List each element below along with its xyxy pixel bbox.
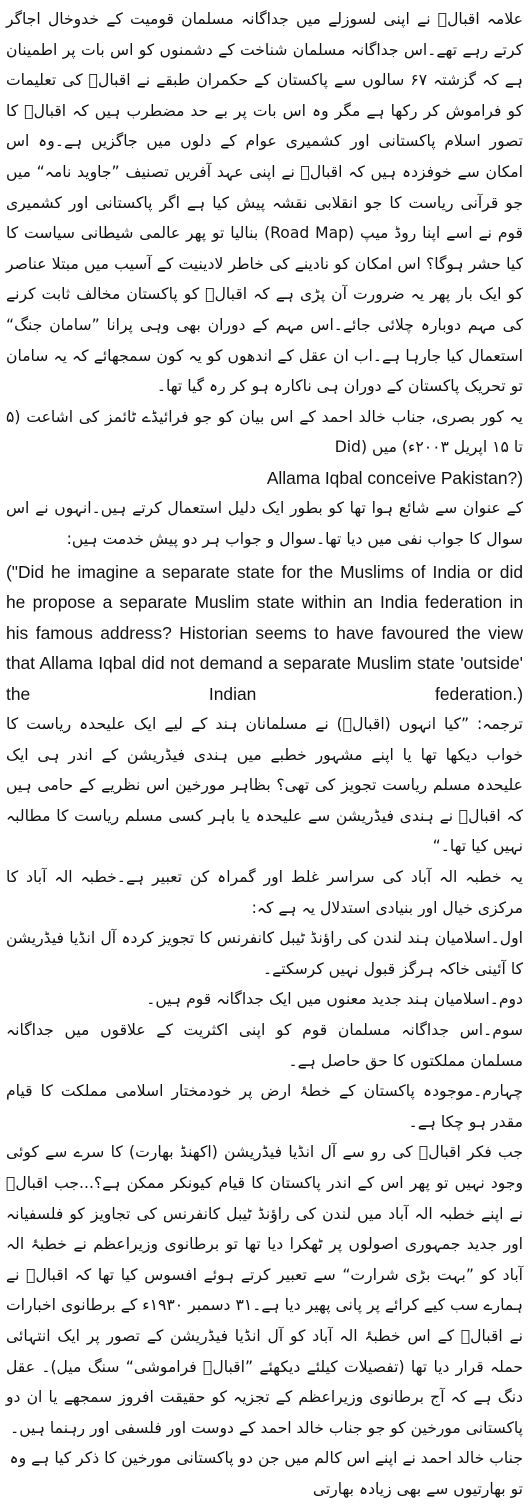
english-quote-line-last: the Indian federation.) xyxy=(6,683,523,704)
point-first: اول۔اسلامیان ہند لندن کی راؤنڈ ٹیبل کانفرنس کا تجویز کردہ آل انڈیا فیڈریشن کا آئینی خاکہ ہرگز قبول نہیں کرسکتے۔ xyxy=(6,929,523,978)
paragraph-intro: علامہ اقبالؒ نے اپنی لسوزلے میں جداگانہ مسلمان قومیت کے خدوخال اجاگر کرتے رہے تھے۔اس جداگانہ مسلمان شناخت کے دشمنوں کو اس بات پر اطمینان ہے کہ گزشتہ ۶۷ سالوں سے پاکستان کے حکمران طبقے نے اقبالؒ کی تعلیمات کو فراموش کر رکھا ہے مگر وہ اس بات پر بے حد مضطرب ہیں کہ اقبالؒ کا تصور اسلام پاکستانی اور کشمیری عوام کے دلوں میں جاگزیں ہے۔وہ اس امکان سے خوفزدہ ہیں کہ اقبالؒ نے اپنی عہد آفریں تصنیف ”جاوید نامہ“ میں جو قرآنی ریاست کا جو انقلابی نقشہ پیش کیا ہے اگر پاکستانی اور کشمیری قوم نے اسے اپنا روڈ میپ (Road Map) بنالیا تو پھر عالمی شیطانی سیاست کا کیا حشر ہوگا؟ اس امکان کو نادینے کی خاطر لادینیت کے آسیب میں مبتلا عناصر کو ایک بار پھر یہ ضرورت آن پڑی ہے کہ اقبالؒ کو پاکستان مخالف ثابت کرنے کی مہم دوبارہ چلائی جائے۔اس مہم کے دوران بھی وہی پرانا ”سامان جنگ“ استعمال کیا جارہا ہے۔اب ان عقل کے اندھوں کو یہ کون سمجھائے کہ یہ سامان تو تحریک پاکستان کے دوران ہی ناکارہ ہو کر رہ گیا تھا۔ xyxy=(6,10,523,396)
english-quote-line: ("Did he imagine a separate state for the Muslims of India or did xyxy=(6,561,523,582)
english-article-title: Allama Iqbal conceive Pakistan?) xyxy=(266,467,523,488)
english-quote-line: his famous address? Historian seems to have favoured the view xyxy=(6,622,523,643)
paragraph-closing: جناب خالد احمد نے اپنے اس کالم میں جن دو پاکستانی مورخین کا ذکر کیا ہے وہ تو بھارتیوں سے بھی زیادہ بھارتی xyxy=(9,1449,523,1498)
paragraph-translation: ترجمہ: ”کیا انہوں (اقبالؒ) نے مسلمانان ہند کے لیے ایک علیحدہ ریاست کا خواب دیکھا تھا یا اپنے مشہور خطبے میں ہندی فیڈریشن کے اندر ہی ایک علیحدہ مسلم ریاست تجویز کی تھی؟ بظاہر مورخین اس نظریے کے حامی ہیں کہ اقبالؒ نے ہندی فیڈریشن سے علیحدہ یا باہر کسی مسلم ریاست کا مطالبہ نہیں کیا تھا۔“ xyxy=(6,715,523,856)
paragraph-source-reference: یہ کور بصری، جناب خالد احمد کے اس بیان کو جو فرائیڈے ٹائمز کی اشاعت (۵ تا ۱۵ اپریل ۲۰۰۳ء) میں (Did xyxy=(6,407,523,457)
point-third: سوم۔اس جداگانہ مسلمان قوم کو اپنی اکثریت کے علاقوں میں جداگانہ مسلمان مملکتوں کا حق حاصل ہے۔ xyxy=(6,1021,523,1070)
paragraph-federation-argument: جب فکر اقبالؒ کی رو سے آل انڈیا فیڈریشن (اکھنڈ بھارت) کا سرے سے کوئی وجود نہیں تو پھر اس کے اندر پاکستان کا قیام کیونکر ممکن ہے؟...جب اقبالؒ نے اپنے خطبہ الہ آباد میں لندن کی راؤنڈ ٹیبل کانفرنس کی تجاویز کو فلسفیانہ اور جدید جمہوری اصولوں پر ٹھکرا دیا تھا تو برطانوی وزیراعظم نے خطبۂ الہ آباد کو ”بہت بڑی شرارت“ سے تعبیر کرتے ہوئے افسوس کیا تھا کہ اقبالؒ نے ہمارے سب کیے کرائے پر پانی پھیر دیا ہے۔۳۱ دسمبر ۱۹۳۰ء کے برطانوی اخبارات نے اقبالؒ کے اس خطبۂ الہ آباد کو آل انڈیا فیڈریشن کے تصور پر ایک انتہائی حملہ قرار دیا تھا (تفصیلات کیلئے دیکھئے ”اقبالؒ فراموشی“ سنگ میل)۔ عقل دنگ ہے کہ آج برطانوی وزیراعظم کے تجزیہ کو حقیقت افروز سمجھے یا ان دو پاکستانی مورخین کو جو جناب خالد احمد کے دوست اور فلسفی اور رہنما ہیں۔ xyxy=(6,1143,523,1437)
point-second: دوم۔اسلامیان ہند جدید معنوں میں ایک جداگانہ قوم ہیں۔ xyxy=(146,990,523,1009)
english-quote-line: that Allama Iqbal did not demand a separate Muslim state 'outside' xyxy=(6,653,523,674)
english-quote-line: he propose a separate Muslim state within an India federation in xyxy=(6,592,523,613)
paragraph-allahabad-thesis: یہ خطبہ الہ آباد کی سراسر غلط اور گمراہ کن تعبیر ہے۔خطبہ الہ آباد کا مرکزی خیال اور بنیادی استدلال یہ ہے کہ: xyxy=(6,868,523,917)
paragraph-question-intro: کے عنوان سے شائع ہوا تھا کو بطور ایک دلیل استعمال کرتے ہیں۔انہوں نے اس سوال کا جواب نفی میں دیا تھا۔سوال و جواب ہر دو پیش خدمت ہیں: xyxy=(6,499,523,548)
point-fourth: چہارم۔موجودہ پاکستان کے خطۂ ارض پر خودمختار اسلامی مملکت کا قیام مقدر ہو چکا ہے۔ xyxy=(6,1082,523,1131)
